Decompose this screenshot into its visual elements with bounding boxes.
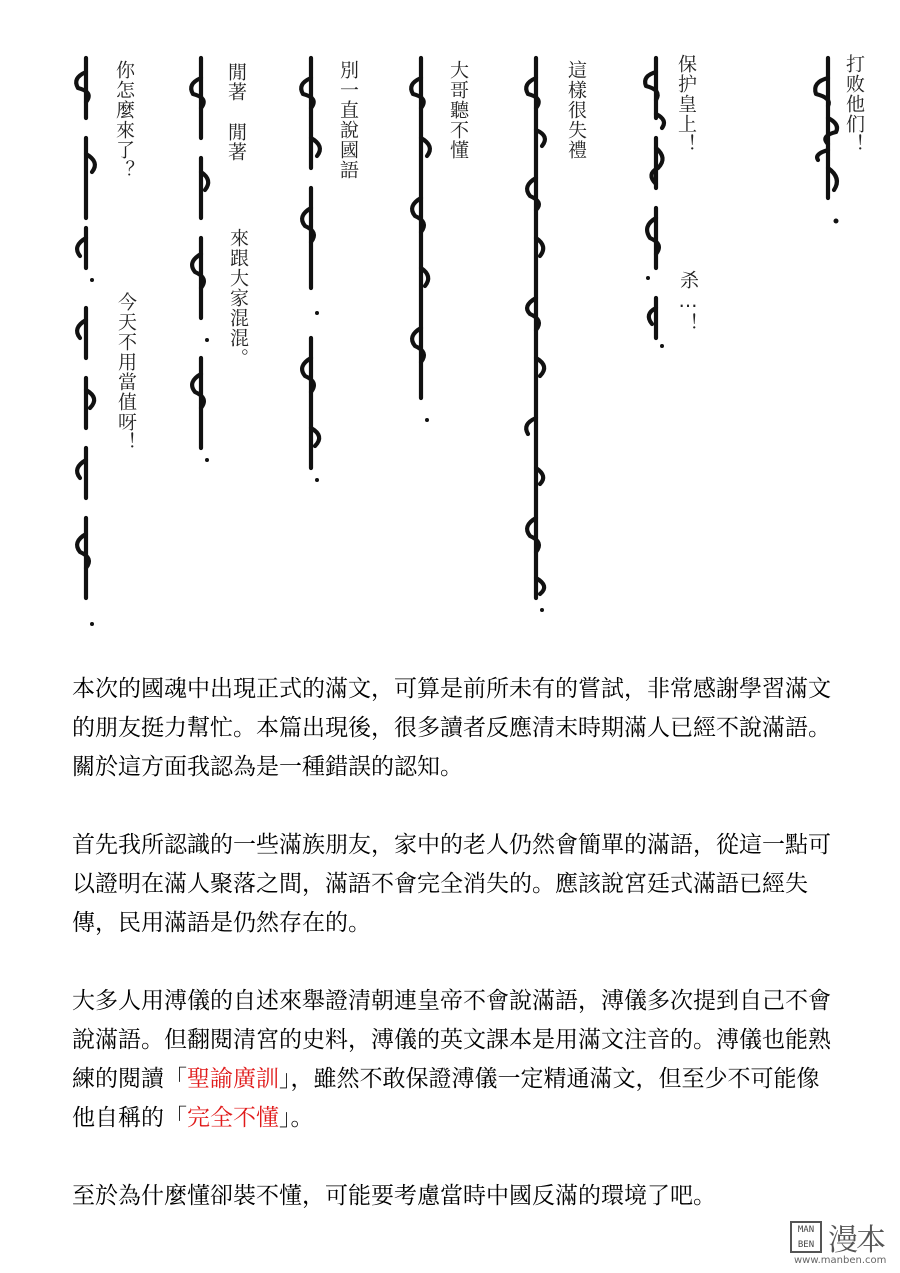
caption-zhe-yang-hen-shi-li: 這樣很失禮 — [565, 60, 587, 160]
caption-bie-yi-zhi-shuo-guo-yu: 別一直說國語 — [337, 60, 359, 180]
caption-ni-zen-me-lai-le: 你怎麼來了？ — [113, 60, 135, 180]
paragraph-2: 首先我所認識的一些滿族朋友，家中的老人仍然會簡單的滿語，從這一點可以證明在滿人聚落之間，滿語不會完全消失的。應該說宮廷式滿語已經失傳，民用滿語是仍然存在的。 — [72, 832, 831, 936]
manchu-script-column-7 — [66, 58, 106, 638]
manchu-script-column-1 — [806, 58, 846, 238]
article-body — [72, 670, 842, 1255]
caption-da-bai-ta-men: 打败他们！ — [843, 54, 865, 154]
caption-bao-hu-huang-shang: 保护皇上！ — [675, 54, 697, 154]
manchu-script-column-5 — [291, 58, 331, 488]
manchu-script-column-3 — [516, 58, 556, 618]
manchu-script-column-6 — [181, 58, 221, 468]
highlight-wan-quan-bu-dong: 完全不懂 — [187, 1105, 279, 1131]
paragraph-3 — [72, 982, 842, 1138]
paragraph-1: 本次的國魂中出現正式的滿文，可算是前所未有的嘗試，非常感謝學習滿文的朋友挺力幫忙。本篇出現後，很多讀者反應清末時期滿人已經不說滿語。關於這方面我認為是一種錯誤的認知。 — [72, 676, 831, 780]
manchu-script-column-4 — [401, 58, 441, 438]
manchu-script-column-2 — [636, 58, 676, 358]
watermark-logo-box: MAN BEN — [790, 1221, 822, 1253]
paragraph-3-part-2: 」，雖然不敢保證溥儀一定精通滿文，但至少不可能像他自稱的「 — [72, 1066, 820, 1131]
caption-sha: 杀…！ — [677, 270, 699, 333]
caption-da-ge-ting-bu-dong: 大哥聽不懂 — [447, 60, 469, 160]
caption-xian-zhe: 閒著 閒著 — [225, 62, 247, 162]
paragraph-3-part-1: 大多人用溥儀的自述來舉證清朝連皇帝不會說滿語，溥儀多次提到自己不會說滿語。但翻閱清宮的史料，溥儀的英文課本是用滿文注音的。溥儀也能熟練的閱讀「 — [72, 988, 831, 1092]
watermark-url: www.manben.com — [794, 1255, 887, 1266]
paragraph-3-part-3: 」。 — [279, 1105, 314, 1131]
caption-lai-gen-da-jia-hun-hun: 來跟大家混混。 — [227, 228, 249, 368]
watermark-name: 漫本 — [828, 1223, 884, 1258]
paragraph-4: 至於為什麼懂卻裝不懂，可能要考慮當時中國反滿的環境了吧。 — [72, 1183, 716, 1209]
manga-panel — [36, 38, 894, 646]
highlight-sheng-yu-guang-xun: 聖諭廣訓 — [187, 1066, 279, 1092]
watermark — [790, 1215, 890, 1267]
caption-jin-tian-bu-yong-dang-zhi: 今天不用當值呀！ — [115, 292, 137, 452]
